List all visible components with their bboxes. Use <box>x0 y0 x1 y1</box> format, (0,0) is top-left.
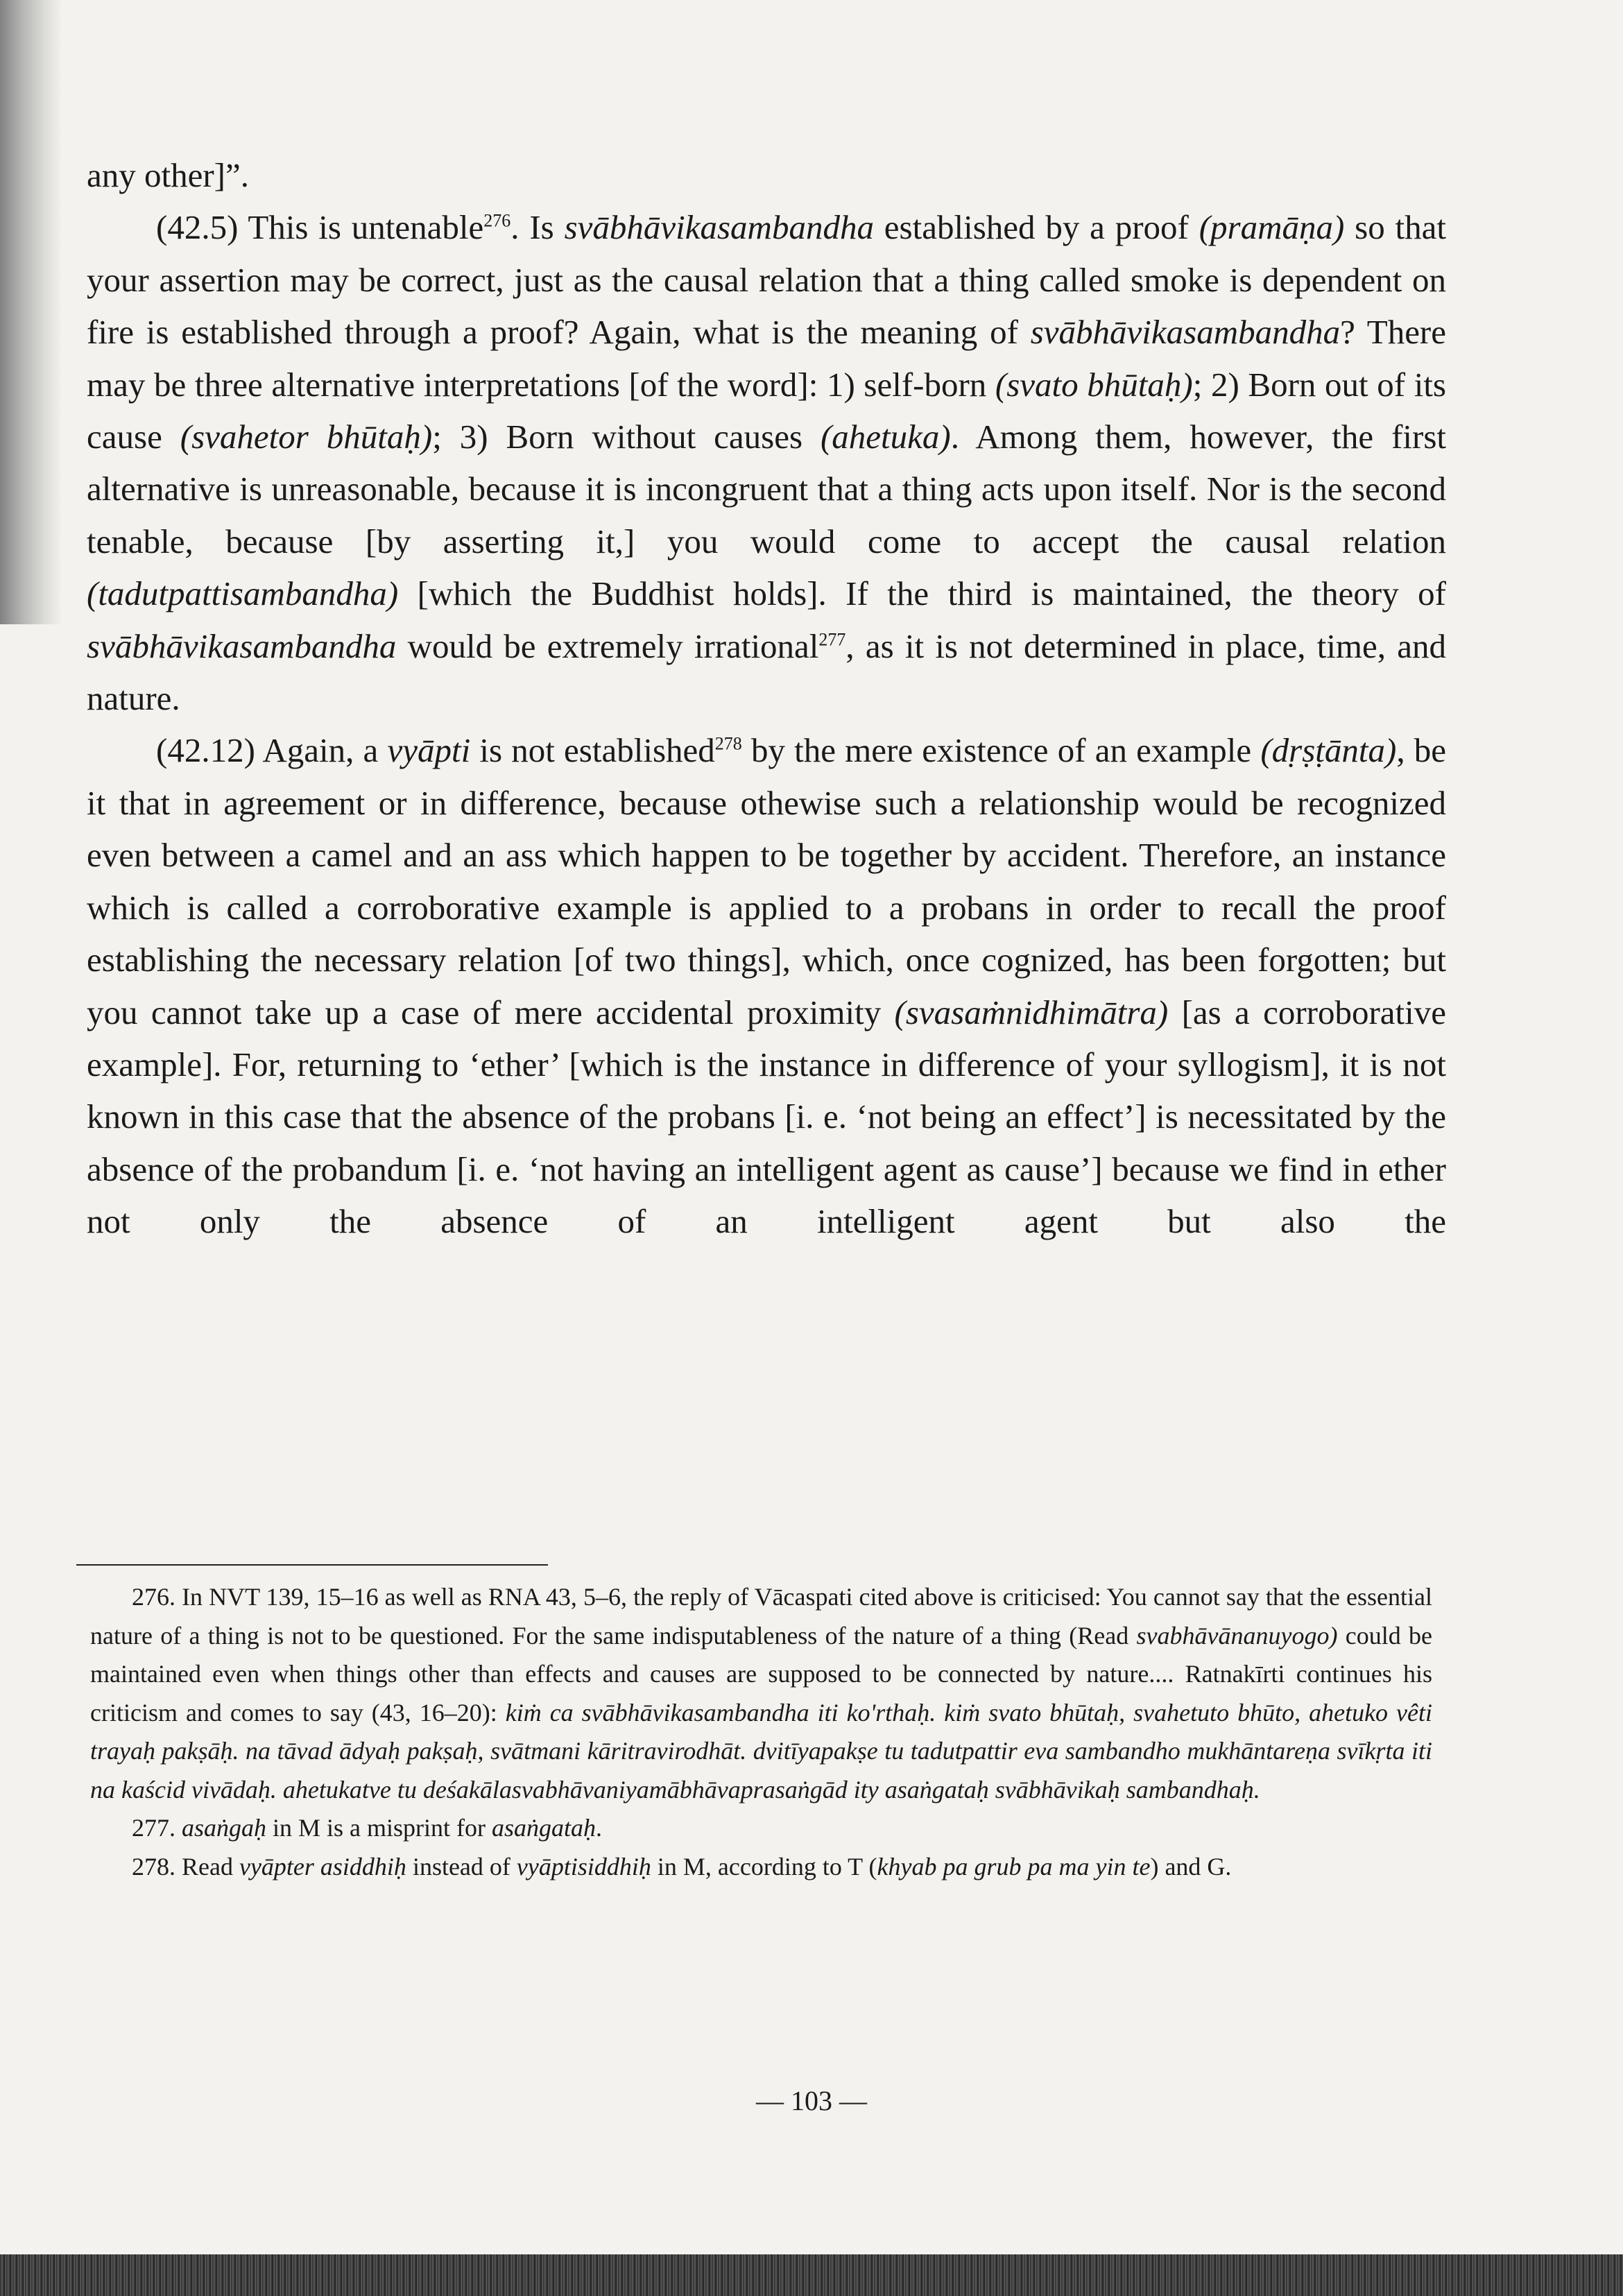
text-run: instead of <box>406 1852 517 1881</box>
text-run: 276. In NVT 139, 15–16 as well as RNA 43, 5–6, the reply of Vācaspati cited above is criticised: You cannot say that the essential nature of a thing is not to be questioned. For the same indisputableness of the nature of a thing (Read <box>90 1583 1432 1650</box>
italic-term: vyāpter asiddhiḥ <box>239 1852 406 1881</box>
scan-edge-left <box>0 0 62 624</box>
italic-term: (svato bhūtaḥ) <box>995 365 1193 404</box>
italic-term: asaṅgataḥ <box>492 1814 596 1842</box>
body-text <box>87 149 1446 1248</box>
text-run: could be maintained even when things other than effects and causes are supposed to be connected by nature.... Ratnakīrti continues his criticism and comes to say (43, 16–20): <box>90 1621 1432 1727</box>
text-run: ? There may be three alternative interpretations [of the word]: 1) self-born <box>87 313 1447 404</box>
text-run: Again, a <box>255 731 388 770</box>
section-number: (42.12) <box>156 731 255 770</box>
footnote-ref-278: 278 <box>714 734 742 755</box>
text-run: any other]”. <box>87 156 249 194</box>
text-run: established by a proof <box>873 208 1199 247</box>
footnote-rule <box>76 1564 548 1566</box>
text-run: [as a corroborative example]. For, returning to ‘ether’ [which is the instance in difference of your syllogism], it is not known in this case that the absence of the probans [i. e. ‘not being an effect’] is necessitated by the absence of the probandum [i. e. ‘not having an intelligent agent as cause’] because we find in ether not only the absence of an intelligent agent but also the <box>87 993 1446 1241</box>
text-run: in M, according to T ( <box>651 1852 877 1881</box>
text-run: . <box>596 1814 603 1842</box>
footnote-276 <box>90 1578 1432 1809</box>
italic-term: asaṅgaḥ <box>182 1814 267 1842</box>
text-run: ) and G. <box>1150 1852 1232 1881</box>
text-run: is not established <box>470 731 715 770</box>
italic-term: (dṛṣṭānta) <box>1260 731 1397 770</box>
footnotes <box>90 1578 1432 1886</box>
paragraph-42-12 <box>87 724 1446 1247</box>
paragraph-42-5 <box>87 201 1446 724</box>
paragraph-continuation <box>87 149 1446 201</box>
text-run: so that your assertion may be correct, just as the causal relation that a thing called smoke is dependent on fire is established through a proof? Again, what is the meaning of <box>87 208 1446 352</box>
italic-term: svābhāvikasambandha <box>87 626 397 665</box>
italic-term: vyāpti <box>387 731 471 770</box>
italic-term: (svahetor bhūtaḥ) <box>180 418 433 456</box>
italic-term: (svasaṁnidhimātra) <box>894 993 1169 1031</box>
text-run: [which the Buddhist holds]. If the third is maintained, the theory of <box>398 574 1446 613</box>
text-run: , as it is not determined in place, time, and nature. <box>87 626 1446 718</box>
page-number: — 103 — <box>756 2085 867 2116</box>
italic-term: (ahetuka) <box>820 418 951 456</box>
text-run: would be extremely irrational <box>396 626 819 665</box>
footnote-ref-277: 277 <box>818 629 846 650</box>
section-number: (42.5) <box>156 208 239 247</box>
footnote-ref-276: 276 <box>483 211 511 232</box>
italic-term: (tadutpattisambandha) <box>87 574 399 613</box>
footnote-277 <box>90 1809 1432 1848</box>
text-run: . Among them, however, the first alternative is unreasonable, because it is incongruent that a thing acts upon itself. Nor is the second tenable, because [by asserting it,] you would come to accept the causal relation <box>87 418 1447 560</box>
italic-term: svābhāvikasambandha <box>1030 313 1341 352</box>
italic-term: khyab pa grub pa ma yin te <box>877 1852 1151 1881</box>
text-run: 277. <box>132 1814 182 1842</box>
italic-term: (pramāṇa) <box>1199 208 1345 247</box>
footnote-278 <box>90 1848 1432 1887</box>
italic-quotation: kiṁ ca svābhāvikasambandha iti ko'rthaḥ. kiṁ svato bhūtaḥ, svahetuto bhūto, ahetuko vêti trayaḥ pakṣāḥ. na tāvad ādyaḥ pakṣaḥ, svātmani kāritravirodhāt. dvitīyapakṣe tu tadutpattir eva sambandho mukhāntareṇa svīkṛta iti na kaścid vivādaḥ. ahetukatve tu deśakālasvabhāvaniyamābhāvaprasaṅgād ity asaṅgataḥ svābhāvikaḥ sambandhaḥ. <box>90 1698 1432 1804</box>
text-run: by the mere existence of an example <box>741 731 1261 770</box>
text-run: ; 3) Born without causes <box>432 418 821 456</box>
text-run: This is untenable <box>238 208 484 247</box>
text-run: , be it that in agreement or in difference, because othewise such a relationship would be recognized even between a camel and an ass which happen to be together by accident. Therefore, an instance which is called a corroborative example is applied to a probans in order to recall the proof establishing the necessary relation [of two things], which, once cognized, has been forgotten; but you cannot take up a case of mere accidental proximity <box>87 731 1446 1031</box>
text-run: . Is <box>510 208 565 247</box>
text-run: in M is a misprint for <box>266 1814 492 1842</box>
scan-edge-bottom <box>0 2254 1623 2296</box>
page-body <box>87 149 1446 1248</box>
italic-term: svābhāvikasambandha <box>564 208 874 247</box>
italic-term: vyāptisiddhiḥ <box>516 1852 651 1881</box>
text-run: ; 2) Born out of its cause <box>87 365 1446 456</box>
text-run: 278. Read <box>132 1852 239 1881</box>
italic-term: svabhāvānanuyogo) <box>1136 1621 1338 1650</box>
